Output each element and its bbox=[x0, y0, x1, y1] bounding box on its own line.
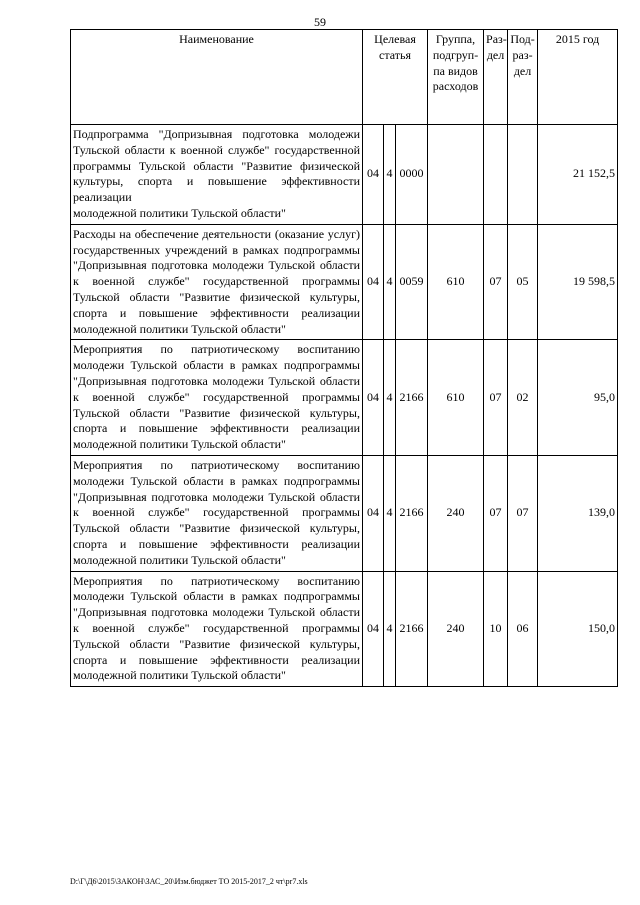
cell-amount: 21 152,5 bbox=[538, 125, 618, 225]
cell-name bbox=[71, 125, 363, 225]
cell-name bbox=[71, 224, 363, 340]
table-row bbox=[71, 224, 618, 340]
cell-group bbox=[428, 125, 484, 225]
cell-section: 07 bbox=[484, 340, 508, 456]
file-path-footer: D:\Г\Д6\2015\ЗАКОН\ЗАС_20\Изм.бюджет ТО 2015-2017_2 чт\pr7.xls bbox=[70, 877, 308, 886]
cell-name bbox=[71, 571, 363, 687]
table-row bbox=[71, 340, 618, 456]
cell-t3: 2166 bbox=[396, 340, 428, 456]
cell-t3: 2166 bbox=[396, 571, 428, 687]
header-row bbox=[71, 30, 618, 125]
table-row bbox=[71, 571, 618, 687]
cell-subsection bbox=[508, 125, 538, 225]
cell-name-text: Мероприятия по патриотическому воспитанию молодежи Тульской области в рамках подпрограммы "Допризывная подготовка молодежи Тульской области к военной службе" государственной программы Тульской области "Развитие физической культуры, спорта и повышение эффективности реализации bbox=[73, 457, 360, 551]
cell-amount: 19 598,5 bbox=[538, 224, 618, 340]
cell-t2: 4 bbox=[384, 340, 396, 456]
cell-name-text: Подпрограмма "Допризывная подготовка молодежи Тульской области к военной службе" государственной программы Тульской области "Развитие физической культуры, спорта и повышение эффективности реализации bbox=[73, 127, 360, 205]
header-target: Целевая статья bbox=[363, 30, 428, 125]
cell-subsection: 05 bbox=[508, 224, 538, 340]
header-name: Наименование bbox=[71, 30, 363, 125]
cell-name bbox=[71, 340, 363, 456]
cell-amount: 139,0 bbox=[538, 455, 618, 571]
cell-name-last-line: молодежной политики Тульской области" bbox=[73, 437, 286, 452]
cell-amount: 95,0 bbox=[538, 340, 618, 456]
cell-t3: 0000 bbox=[396, 125, 428, 225]
table-row bbox=[71, 125, 618, 225]
cell-name-text: Расходы на обеспечение деятельности (оказание услуг) государственных учреждений в рамках подпрограммы "Допризывная подготовка молодежи Тульской области к военной службе" государственной программы Тульской области "Развитие физической культуры, спорта и повышение эффективности реализации bbox=[73, 226, 360, 320]
cell-group: 610 bbox=[428, 340, 484, 456]
cell-name-last-line: молодежной политики Тульской области" bbox=[73, 668, 286, 683]
cell-name-last-line: молодежной политики Тульской области" bbox=[73, 205, 286, 220]
cell-name-last-line: молодежной политики Тульской области" bbox=[73, 321, 286, 336]
cell-t1: 04 bbox=[363, 125, 384, 225]
cell-name-text: Мероприятия по патриотическому воспитанию молодежи Тульской области в рамках подпрограммы "Допризывная подготовка молодежи Тульской области к военной службе" государственной программы Тульской области "Развитие физической культуры, спорта и повышение эффективности реализации bbox=[73, 342, 360, 436]
cell-t3: 2166 bbox=[396, 455, 428, 571]
cell-group: 240 bbox=[428, 455, 484, 571]
cell-t1: 04 bbox=[363, 571, 384, 687]
cell-name-text: Мероприятия по патриотическому воспитанию молодежи Тульской области в рамках подпрограммы "Допризывная подготовка молодежи Тульской области к военной службе" государственной программы Тульской области "Развитие физической культуры, спорта и повышение эффективности реализации bbox=[73, 573, 360, 667]
cell-section: 07 bbox=[484, 224, 508, 340]
cell-t1: 04 bbox=[363, 340, 384, 456]
header-year: 2015 год bbox=[538, 30, 618, 125]
cell-group: 240 bbox=[428, 571, 484, 687]
cell-subsection: 02 bbox=[508, 340, 538, 456]
cell-section: 07 bbox=[484, 455, 508, 571]
cell-amount: 150,0 bbox=[538, 571, 618, 687]
cell-name bbox=[71, 455, 363, 571]
header-subsection: Под- раз- дел bbox=[508, 30, 538, 125]
cell-t1: 04 bbox=[363, 224, 384, 340]
budget-table bbox=[70, 29, 618, 687]
cell-t3: 0059 bbox=[396, 224, 428, 340]
cell-group: 610 bbox=[428, 224, 484, 340]
page-number: 59 bbox=[314, 15, 326, 29]
cell-name-last-line: молодежной политики Тульской области" bbox=[73, 552, 286, 567]
cell-t2: 4 bbox=[384, 224, 396, 340]
table-row bbox=[71, 455, 618, 571]
cell-t2: 4 bbox=[384, 571, 396, 687]
cell-t1: 04 bbox=[363, 455, 384, 571]
header-group: Группа, подгруп- па видов расходов bbox=[428, 30, 484, 125]
cell-t2: 4 bbox=[384, 455, 396, 571]
header-section: Раз- дел bbox=[484, 30, 508, 125]
cell-t2: 4 bbox=[384, 125, 396, 225]
cell-subsection: 07 bbox=[508, 455, 538, 571]
cell-subsection: 06 bbox=[508, 571, 538, 687]
cell-section bbox=[484, 125, 508, 225]
cell-section: 10 bbox=[484, 571, 508, 687]
